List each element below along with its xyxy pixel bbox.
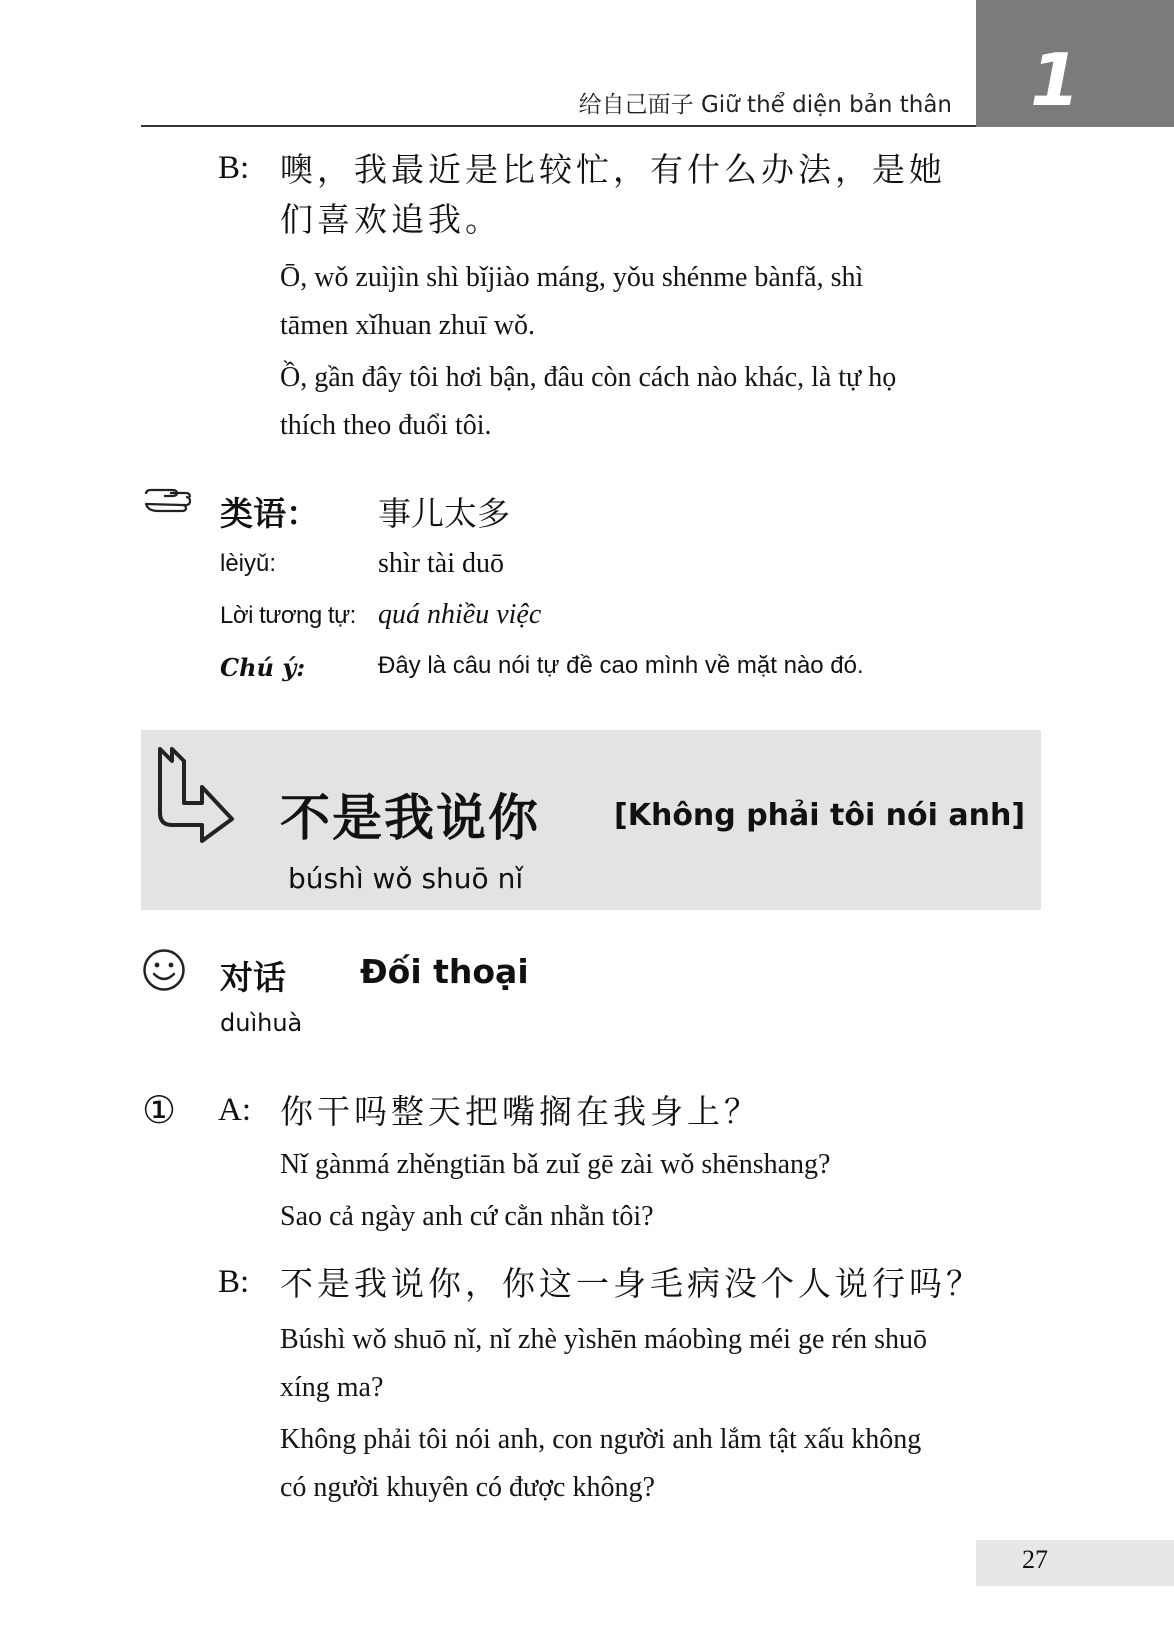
phrase-pinyin: búshì wǒ shuō nǐ xyxy=(288,862,524,895)
note-text: Đây là câu nói tự đề cao mình về mặt nào đó. xyxy=(378,652,864,679)
pinyin-line: xíng ma? xyxy=(280,1372,384,1403)
dialogue-heading-pinyin: duìhuà xyxy=(220,1009,303,1037)
phrase-vietnamese: [Không phải tôi nói anh] xyxy=(614,798,1026,833)
pinyin-line: tāmen xǐhuan zhuī wǒ. xyxy=(280,310,536,341)
chapter-number: 1 xyxy=(1030,38,1081,122)
arrow-icon xyxy=(154,743,240,843)
phrase-chinese: 不是我说你 xyxy=(280,789,540,847)
chinese-line: 噢，我最近是比较忙，有什么办法，是她 xyxy=(280,150,946,189)
pinyin-line: Búshì wǒ shuō nǐ, nǐ zhè yìshēn máobìng méi ge rén shuō xyxy=(280,1324,928,1355)
vietnamese-line: thích theo đuổi tôi. xyxy=(280,410,492,441)
vietnamese-line: Không phải tôi nói anh, con người anh lắm tật xấu không xyxy=(280,1424,922,1455)
smiley-icon xyxy=(142,948,186,992)
chinese-line: 不是我说你，你这一身毛病没个人说行吗？ xyxy=(280,1264,983,1303)
note-label: Chú ý: xyxy=(220,653,306,682)
chinese-line: 们喜欢追我。 xyxy=(280,200,502,239)
chinese-line: 你干吗整天把嘴搁在我身上？ xyxy=(280,1092,761,1131)
vietnamese-line: có người khuyên có được không? xyxy=(280,1472,655,1503)
synonym-label: 类语： xyxy=(220,494,319,533)
synonym-pinyin: shìr tài duō xyxy=(378,548,504,579)
page-number-box xyxy=(976,1540,1174,1586)
vietnamese-line: Ồ, gần đây tôi hơi bận, đâu còn cách nào khác, là tự họ xyxy=(280,362,897,393)
pinyin-line: Nǐ gànmá zhěngtiān bǎ zuǐ gē zài wǒ shēnshang? xyxy=(280,1149,831,1180)
pinyin-line: Ō, wǒ zuìjìn shì bǐjiào máng, yǒu shénme bànfǎ, shì xyxy=(280,262,864,293)
speaker-label: B: xyxy=(218,1264,250,1300)
dialogue-number: ① xyxy=(142,1088,177,1132)
speaker-label: A: xyxy=(218,1092,251,1128)
synonym-phrase: 事儿太多 xyxy=(378,494,510,533)
synonym-vi-label: Lời tương tự: xyxy=(220,602,356,629)
pointing-hand-icon xyxy=(142,482,194,516)
vietnamese-line: Sao cả ngày anh cứ cằn nhằn tôi? xyxy=(280,1201,654,1232)
speaker-label: B: xyxy=(218,150,250,186)
synonym-pinyin-label: lèiyǔ: xyxy=(220,550,277,577)
header-divider xyxy=(141,125,976,127)
dialogue-heading-vi: Đối thoại xyxy=(360,952,529,991)
synonym-vi: quá nhiều việc xyxy=(378,599,542,630)
running-header: 给自己面子 Giữ thể diện bản thân xyxy=(578,92,952,118)
page-number: 27 xyxy=(1022,1545,1048,1574)
dialogue-heading-zh: 对话 xyxy=(220,958,286,997)
